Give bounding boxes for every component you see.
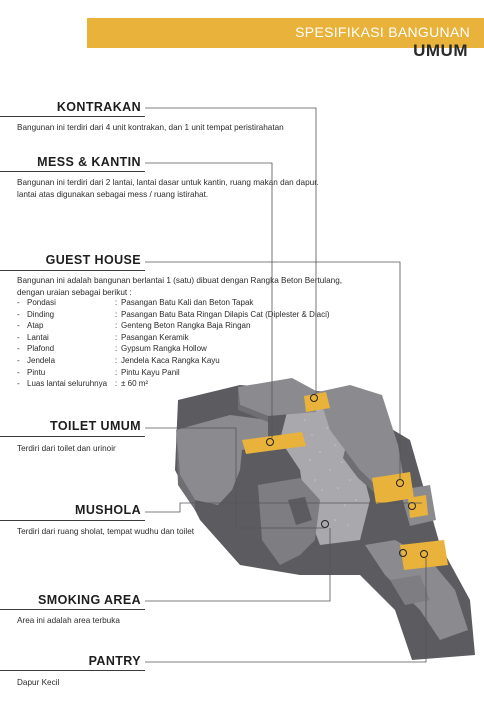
spec-row: - Pondasi : Pasangan Batu Kali dan Beton Tapak [17, 298, 254, 307]
toilet-text: Terdiri dari toilet dan urinoir [17, 444, 116, 453]
toilet-title: TOILET UMUM [50, 419, 141, 433]
mess-kantin-line-2: lantai atas digunakan sebagai mess / ruang istirahat. [17, 190, 209, 199]
kontrakan-title: KONTRAKAN [56, 100, 141, 114]
spec-row: - Luas lantai seluruhnya : ± 60 m² [17, 379, 149, 389]
guest-house-line-1: Bangunan ini adalah bangunan berlantai 1 (satu) dibuat dengan Rangka Beton Bertulang, [17, 276, 343, 285]
spec-row: - Lantai : Pasangan Keramik [17, 332, 189, 342]
smoking-title: SMOKING AREA [38, 593, 141, 607]
mess-kantin-line-1: Bangunan ini terdiri dari 2 lantai, lantai dasar untuk kantin, ruang makan dan dapur. [17, 178, 319, 187]
mess-kantin-title: MESS & KANTIN [37, 155, 141, 169]
smoking-text: Area ini adalah area terbuka [17, 616, 120, 625]
header-subtitle: UMUM [413, 41, 468, 60]
pantry-text: Dapur Kecil [17, 678, 60, 687]
kontrakan-text: Bangunan ini terdiri dari 4 unit kontrakan, dan 1 unit tempat peristirahatan [17, 123, 284, 132]
spec-row: - Atap : Genteng Beton Rangka Baja Ringan [17, 321, 251, 331]
spec-row: - Pintu : Pintu Kayu Panil [17, 367, 180, 377]
guest-house-title: GUEST HOUSE [45, 253, 141, 267]
guest-house-line-2: dengan uraian sebagai berikut : [17, 288, 132, 297]
spec-row: - Jendela : Jendela Kaca Rangka Kayu [17, 355, 220, 365]
leader-kontrakan [145, 108, 316, 394]
mushola-title: MUSHOLA [75, 503, 141, 517]
header-title: SPESIFIKASI BANGUNAN [295, 24, 470, 40]
spec-row: - Plafond : Gypsum Rangka Hollow [17, 344, 207, 354]
accent-pantry [400, 540, 448, 570]
pantry-title: PANTRY [88, 654, 141, 668]
mushola-text: Terdiri dari ruang sholat, tempat wudhu dan toilet [17, 527, 195, 536]
spec-row: - Dinding : Pasangan Batu Bata Ringan Dilapis Cat (Diplester & Diaci) [17, 309, 330, 319]
accent-right [408, 495, 428, 518]
